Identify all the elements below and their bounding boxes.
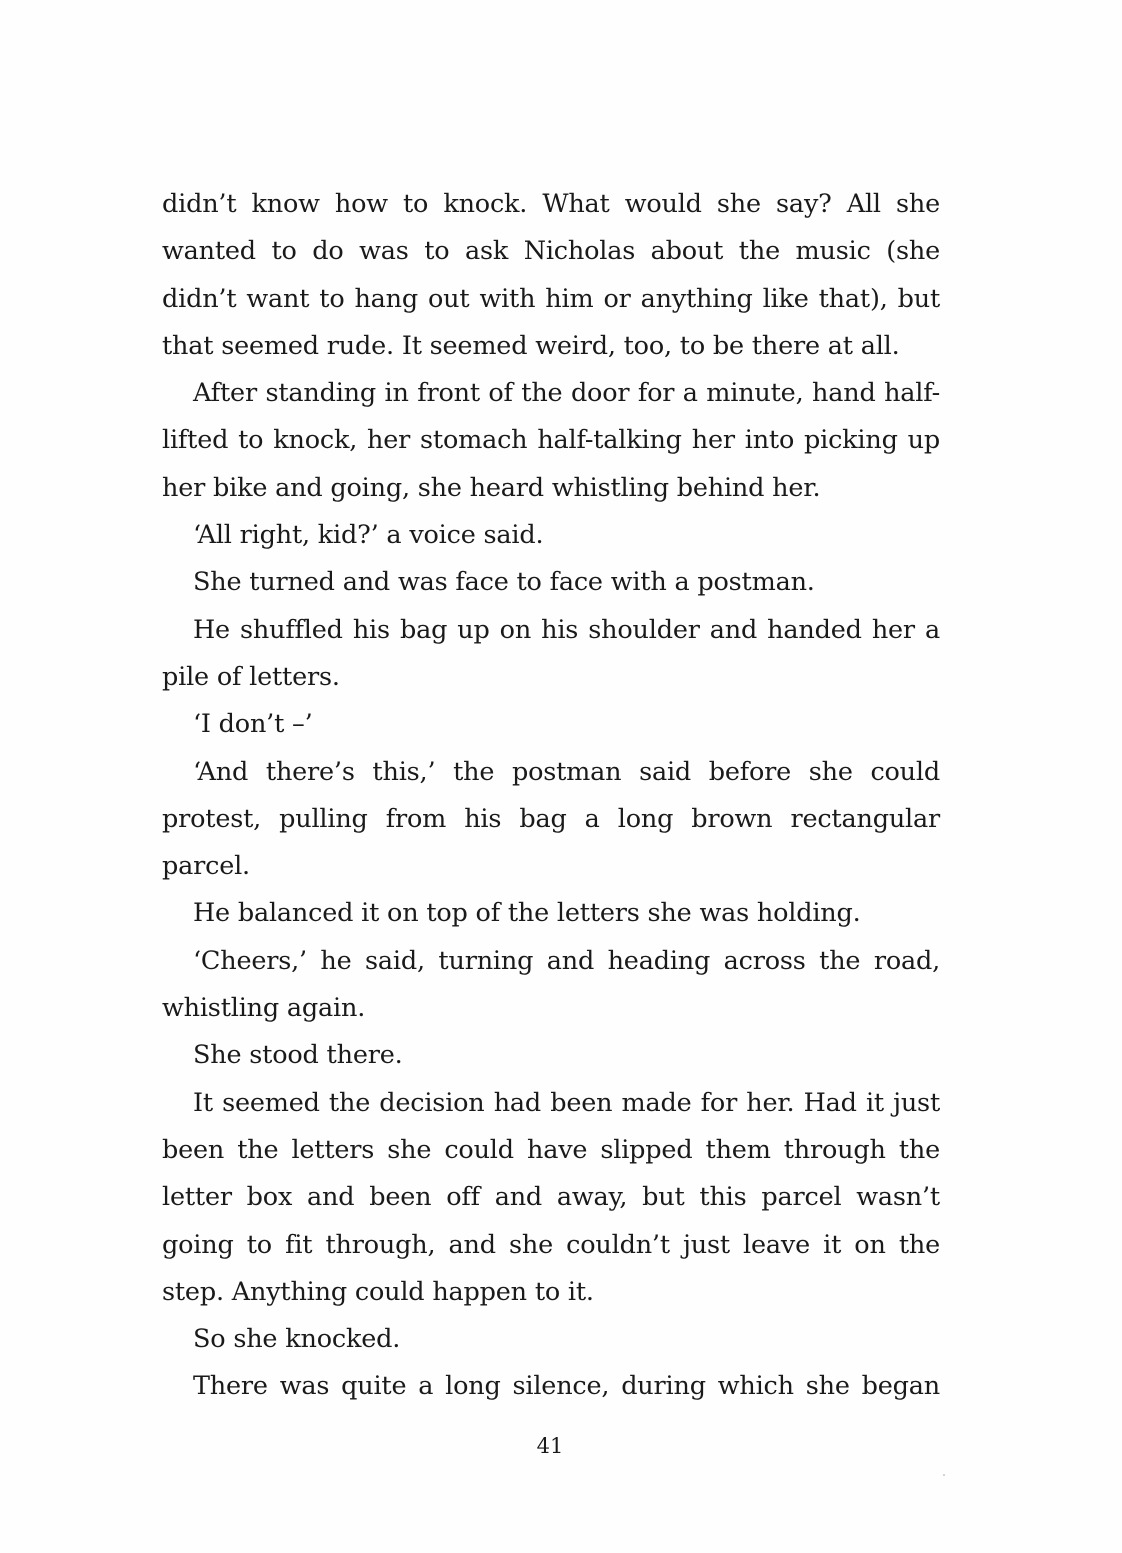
scan-speck [943, 1474, 945, 1476]
body-text [162, 181, 940, 1411]
paragraph: ‘All right, kid?’ a voice said. [193, 520, 544, 551]
paragraph: She turned and was face to face with a postman. [193, 567, 815, 598]
paragraph: He balanced it on top of the letters she was holding. [193, 898, 861, 929]
paragraph: ‘And there’s this,’ the postman said before she could protest, pulling from his bag a long brown rectangular parcel. [162, 756, 940, 882]
paragraph: After standing in front of the door for a minute, hand half-lifted to knock, her stomach half-talking her into picking up her bike and going, she heard whistling behind her. [162, 378, 940, 503]
paragraph: It seemed the decision had been made for her. Had it just been the letters she could have slipped them through the letter box and been off and away, but this parcel wasn’t going to fit through, and she couldn’t just leave it on the step. Anything could happen to it. [162, 1087, 940, 1307]
paragraph-continued: didn’t know how to knock. What would she say? All she wanted to do was to ask Nicholas about the music (she didn’t want to hang out with him or anything like that), but that seemed rude. It seemed weird, too, to be there at all. [162, 189, 940, 361]
paragraph: She stood there. [193, 1040, 403, 1071]
paragraph: ‘I don’t –’ [193, 709, 313, 740]
paragraph: He shuffled his bag up on his shoulder and handed her a pile of letters. [162, 614, 940, 692]
paragraph: So she knocked. [193, 1324, 401, 1355]
page-number: 41 [536, 1434, 564, 1458]
paragraph: ‘Cheers,’ he said, turning and heading across the road, whistling again. [162, 945, 940, 1024]
paragraph-continues: There was quite a long silence, during which she began [193, 1371, 940, 1402]
